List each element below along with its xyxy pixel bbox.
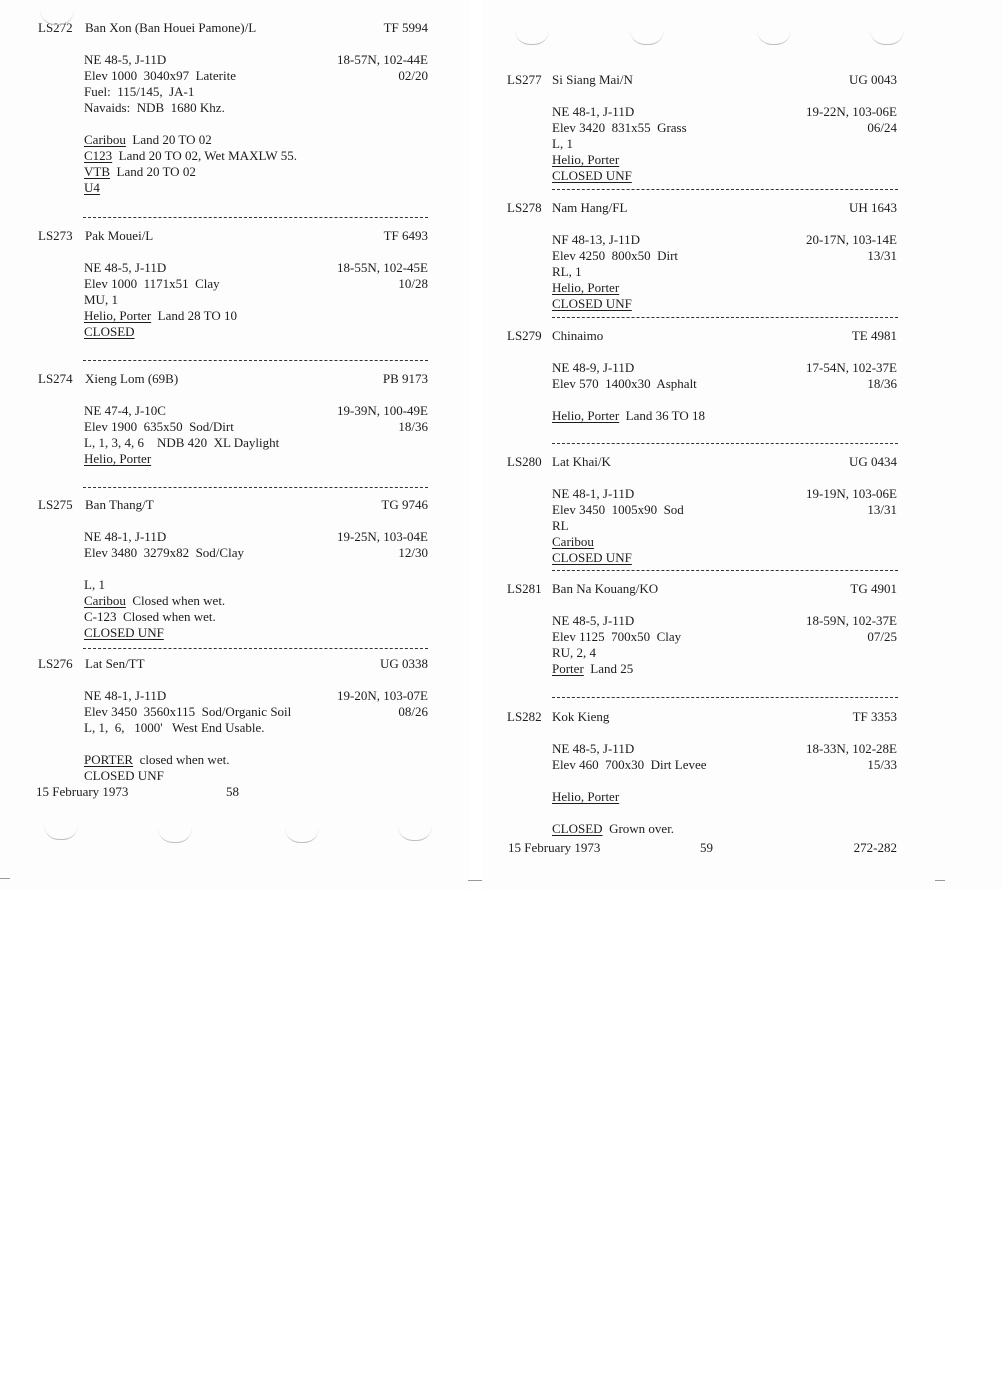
entry-name: Chinaimo [552, 328, 604, 343]
entry-grid-ref: TG 9746 [381, 497, 428, 512]
entry-grid-ref: PB 9173 [382, 371, 428, 386]
entry-detail-line [552, 534, 594, 549]
detail-text: Grown over. [602, 821, 675, 836]
entry-id: LS282 [507, 709, 542, 724]
entry-id: LS274 [38, 371, 73, 386]
detail-text: NF 48-13, J-11D [552, 232, 640, 247]
entry-detail-line [84, 688, 166, 703]
entry-detail-line [552, 104, 634, 119]
aircraft-or-status: Caribou [552, 534, 594, 549]
entry-grid-ref: TE 4981 [851, 328, 897, 343]
entry-name: Si Siang Mai/N [552, 72, 633, 87]
entry-detail-line [84, 260, 166, 275]
aircraft-or-status: Porter [552, 661, 584, 676]
entry-detail-right: 19-25N, 103-04E [337, 529, 428, 544]
detail-text: RU, 2, 4 [552, 645, 597, 660]
detail-text: Land 25 [583, 661, 634, 676]
aircraft-or-status: Helio, Porter [552, 408, 620, 423]
entry-detail-right: 18/36 [867, 376, 897, 391]
entry-detail-line [552, 486, 634, 501]
entry-grid-ref: TF 3353 [852, 709, 897, 724]
aircraft-or-status: Helio, Porter [84, 308, 152, 323]
entry-id: LS280 [507, 454, 542, 469]
entry-separator [83, 648, 428, 649]
entry-detail-right: 19-22N, 103-06E [806, 104, 897, 119]
entry-separator [83, 487, 428, 488]
entry-id: LS275 [38, 497, 73, 512]
entry-detail-line [84, 292, 118, 307]
detail-text: L, 1, 3, 4, 6 NDB 420 XL Daylight [84, 435, 280, 450]
entry-detail-right: 19-20N, 103-07E [337, 688, 428, 703]
entry-detail-line [84, 68, 236, 83]
aircraft-or-status: C123 [84, 148, 113, 163]
entry-id: LS278 [507, 200, 542, 215]
aircraft-or-status: CLOSED UNF [552, 550, 632, 565]
detail-text: RL, 1 [552, 264, 582, 279]
detail-text: Elev 3450 3560x115 Sod/Organic Soil [84, 704, 292, 719]
detail-text: Land 20 TO 02 [125, 132, 212, 147]
detail-text: Elev 3450 1005x90 Sod [552, 502, 684, 517]
detail-text: NE 48-1, J-11D [552, 104, 635, 119]
entry-detail-line [84, 276, 220, 291]
entry-name: Nam Hang/FL [552, 200, 628, 215]
aircraft-or-status: CLOSED [84, 324, 135, 339]
entry-detail-line [84, 768, 164, 783]
entry-grid-ref: TG 4901 [850, 581, 897, 596]
detail-text: Land 20 TO 02 [110, 164, 196, 179]
entry-separator [83, 360, 428, 361]
entry-detail-line [84, 435, 279, 450]
entry-detail-line [552, 821, 674, 836]
aircraft-or-status: VTB [84, 164, 110, 179]
entry-detail-line [552, 376, 697, 391]
detail-text: Elev 1125 700x50 Clay [552, 629, 682, 644]
detail-text: Elev 3480 3279x82 Sod/Clay [84, 545, 244, 560]
entry-detail-line [552, 136, 573, 151]
entry-detail-right: 17-54N, 102-37E [806, 360, 897, 375]
entry-detail-right: 18-57N, 102-44E [337, 52, 428, 67]
entry-detail-line [84, 100, 225, 115]
detail-text: L, 1 [84, 577, 105, 592]
detail-text: NE 48-5, J-11D [84, 260, 167, 275]
entry-detail-line [84, 625, 164, 640]
entry-id: LS279 [507, 328, 542, 343]
entry-name: Lat Sen/TT [85, 656, 145, 671]
detail-text: Navaids: NDB 1680 Khz. [84, 100, 225, 115]
aircraft-or-status: CLOSED UNF [552, 168, 632, 183]
detail-text: NE 48-5, J-11D [552, 741, 635, 756]
aircraft-or-status: CLOSED [552, 821, 603, 836]
entry-detail-right: 10/28 [398, 276, 428, 291]
entry-name: Ban Na Kouang/KO [552, 581, 659, 596]
page-edge-mark [935, 880, 945, 881]
aircraft-or-status: CLOSED UNF [552, 296, 632, 311]
footer-date: 15 February 1973 [508, 840, 601, 855]
entry-detail-right: 13/31 [867, 248, 897, 263]
entry-detail-right: 15/33 [867, 757, 897, 772]
entry-grid-ref: TF 5994 [383, 20, 428, 35]
entry-grid-ref: TF 6493 [383, 228, 428, 243]
detail-text: Elev 1000 3040x97 Laterite [84, 68, 236, 83]
entry-id: LS272 [38, 20, 73, 35]
aircraft-or-status: Helio, Porter [552, 280, 620, 295]
entry-detail-line [84, 324, 135, 339]
detail-text: L, 1 [552, 136, 573, 151]
entry-detail-line [552, 408, 705, 423]
entry-detail-line [84, 593, 225, 608]
entry-name: Xieng Lom (69B) [85, 371, 179, 386]
entry-detail-line [84, 84, 194, 99]
detail-text: C-123 Closed when wet. [84, 609, 216, 624]
footer-date: 15 February 1973 [36, 784, 129, 799]
entry-detail-line [552, 296, 632, 311]
detail-text: Fuel: 115/145, JA-1 [84, 84, 195, 99]
entry-detail-line [552, 168, 632, 183]
entry-detail-line [552, 518, 569, 533]
entry-detail-line [84, 704, 291, 719]
aircraft-or-status: Caribou [84, 132, 126, 147]
entry-name: Ban Thang/T [85, 497, 154, 512]
entry-detail-line [84, 308, 237, 323]
entry-grid-ref: UH 1643 [848, 200, 897, 215]
entry-name: Kok Kieng [552, 709, 610, 724]
aircraft-or-status: PORTER [84, 752, 134, 767]
detail-text: L, 1, 6, 1000' West End Usable. [84, 720, 265, 735]
page-edge-mark [0, 878, 10, 879]
entry-separator [552, 189, 898, 190]
entry-detail-line [84, 545, 244, 560]
detail-text: Elev 460 700x30 Dirt Levee [552, 757, 707, 772]
detail-text: RL [552, 518, 569, 533]
entry-detail-line [84, 451, 151, 466]
detail-text: NE 48-5, J-11D [84, 52, 167, 67]
footer-range: 272-282 [853, 840, 897, 855]
detail-text: NE 48-1, J-11D [84, 688, 167, 703]
aircraft-or-status: U4 [84, 180, 100, 195]
entry-detail-right: 07/25 [867, 629, 897, 644]
detail-text: Elev 4250 800x50 Dirt [552, 248, 679, 263]
entry-separator [552, 570, 898, 571]
entry-detail-line [552, 741, 634, 756]
entry-detail-line [552, 661, 633, 676]
detail-text: Land 20 TO 02, Wet MAXLW 55. [112, 148, 297, 163]
entry-detail-right: 13/31 [867, 502, 897, 517]
entry-name: Lat Khai/K [552, 454, 611, 469]
entry-detail-line [552, 120, 687, 135]
detail-text: Elev 1000 1171x51 Clay [84, 276, 220, 291]
entry-detail-line [552, 789, 619, 804]
footer-page-number: 58 [226, 784, 239, 799]
detail-text: Elev 570 1400x30 Asphalt [552, 376, 697, 391]
aircraft-or-status: Caribou [84, 593, 126, 608]
entry-separator [83, 217, 428, 218]
entry-detail-right: 18-59N, 102-37E [806, 613, 897, 628]
entry-detail-line [84, 180, 100, 195]
entry-detail-line [84, 609, 216, 624]
detail-text: NE 47-4, J-10C [84, 403, 166, 418]
footer-page-number: 59 [700, 840, 713, 855]
aircraft-or-status: Helio, Porter [552, 789, 620, 804]
entry-detail-right: 18/36 [398, 419, 428, 434]
entry-id: LS281 [507, 581, 542, 596]
entry-detail-line [552, 152, 619, 167]
detail-text: NE 48-1, J-11D [552, 486, 635, 501]
detail-text: NE 48-9, J-11D [552, 360, 635, 375]
entry-detail-line [552, 232, 640, 247]
entry-detail-right: 19-39N, 100-49E [337, 403, 428, 418]
entry-detail-line [552, 280, 619, 295]
detail-text: Land 28 TO 10 [151, 308, 237, 323]
entry-detail-right: 19-19N, 103-06E [806, 486, 897, 501]
entry-detail-line [84, 148, 297, 163]
entry-detail-right: 20-17N, 103-14E [806, 232, 897, 247]
detail-text: NE 48-5, J-11D [552, 613, 635, 628]
entry-separator [552, 317, 898, 318]
entry-detail-right: 06/24 [867, 120, 897, 135]
entry-detail-right: 18-55N, 102-45E [337, 260, 428, 275]
entry-detail-line [552, 613, 634, 628]
entry-id: LS273 [38, 228, 73, 243]
detail-text: MU, 1 [84, 292, 118, 307]
entry-name: Pak Mouei/L [85, 228, 154, 243]
entry-detail-line [84, 419, 234, 434]
detail-text: Closed when wet. [125, 593, 226, 608]
detail-text: Land 36 TO 18 [619, 408, 705, 423]
entry-detail-line [552, 248, 678, 263]
entry-detail-line [84, 164, 196, 179]
entry-grid-ref: UG 0338 [379, 656, 428, 671]
entry-detail-line [84, 52, 166, 67]
entry-detail-line [552, 645, 596, 660]
entry-grid-ref: UG 0043 [848, 72, 897, 87]
page-edge-mark [468, 880, 482, 881]
entry-detail-line [552, 502, 684, 517]
aircraft-or-status: Helio, Porter [552, 152, 620, 167]
detail-text: CLOSED UNF [84, 768, 164, 783]
entry-grid-ref: UG 0434 [848, 454, 897, 469]
entry-detail-right: 08/26 [398, 704, 428, 719]
entry-name: Ban Xon (Ban Houei Pamone)/L [85, 20, 257, 35]
entry-detail-line [552, 757, 707, 772]
entry-detail-line [552, 264, 582, 279]
entry-detail-line [84, 132, 212, 147]
aircraft-or-status: Helio, Porter [84, 451, 152, 466]
entry-separator [552, 697, 898, 698]
entry-id: LS276 [38, 656, 73, 671]
entry-detail-line [84, 403, 166, 418]
entry-detail-line [84, 752, 229, 767]
aircraft-or-status: CLOSED UNF [84, 625, 164, 640]
entry-detail-line [552, 550, 632, 565]
entry-detail-right: 02/20 [398, 68, 428, 83]
entry-detail-line [552, 360, 634, 375]
detail-text: NE 48-1, J-11D [84, 529, 167, 544]
entry-detail-line [84, 720, 265, 735]
entry-id: LS277 [507, 72, 542, 87]
entry-separator [552, 443, 898, 444]
detail-text: Elev 3420 831x55 Grass [552, 120, 687, 135]
entry-detail-right: 18-33N, 102-28E [806, 741, 897, 756]
detail-text: closed when wet. [133, 752, 230, 767]
entry-detail-line [84, 529, 166, 544]
entry-detail-line [84, 577, 105, 592]
detail-text: Elev 1900 635x50 Sod/Dirt [84, 419, 234, 434]
entry-detail-line [552, 629, 681, 644]
entry-detail-right: 12/30 [398, 545, 428, 560]
